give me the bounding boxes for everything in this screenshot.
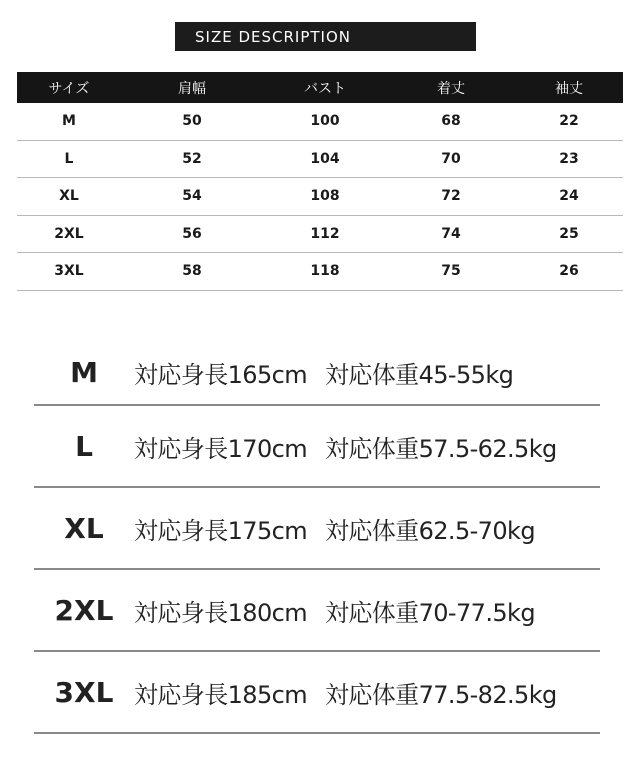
table-row xyxy=(17,253,623,291)
cell-bust: 112 xyxy=(310,225,340,242)
header-length: 着丈 xyxy=(437,80,465,97)
table-header xyxy=(17,72,623,103)
cell-size: XL xyxy=(59,188,79,205)
header-shoulder: 肩幅 xyxy=(178,80,206,97)
fit-guide-list xyxy=(34,340,600,734)
cell-shoulder: 56 xyxy=(182,225,202,242)
fit-size-label: M xyxy=(70,355,98,389)
fit-size-label: 2XL xyxy=(54,593,114,627)
fit-row xyxy=(34,340,600,406)
cell-size: L xyxy=(64,150,74,167)
cell-length: 72 xyxy=(441,188,461,205)
fit-size-label: XL xyxy=(64,511,104,545)
cell-sleeve: 22 xyxy=(559,113,579,130)
fit-height-range: 対応身長185cm xyxy=(134,680,307,709)
header-sleeve: 袖丈 xyxy=(555,80,583,97)
cell-shoulder: 50 xyxy=(182,113,202,130)
cell-bust: 104 xyxy=(310,150,340,167)
table-row xyxy=(17,141,623,179)
cell-bust: 108 xyxy=(310,188,340,205)
cell-sleeve: 25 xyxy=(559,225,579,242)
cell-shoulder: 52 xyxy=(182,150,202,167)
fit-row xyxy=(34,488,600,570)
fit-weight-range: 対応体重77.5-82.5kg xyxy=(324,680,557,709)
cell-shoulder: 54 xyxy=(182,188,202,205)
fit-row xyxy=(34,652,600,734)
cell-size: 3XL xyxy=(54,263,84,280)
cell-length: 75 xyxy=(441,263,461,280)
cell-shoulder: 58 xyxy=(182,263,202,280)
fit-height-range: 対応身長170cm xyxy=(134,434,307,463)
fit-weight-range: 対応体重57.5-62.5kg xyxy=(324,434,557,463)
size-table xyxy=(17,72,623,291)
fit-height-range: 対応身長165cm xyxy=(134,360,307,389)
cell-size: 2XL xyxy=(54,225,84,242)
header-bust: バスト xyxy=(304,80,346,97)
fit-size-label: L xyxy=(75,429,93,463)
cell-sleeve: 23 xyxy=(559,150,579,167)
cell-size: M xyxy=(62,113,76,130)
fit-weight-range: 対応体重62.5-70kg xyxy=(324,516,535,545)
fit-weight-range: 対応体重45-55kg xyxy=(324,360,514,389)
table-row xyxy=(17,103,623,141)
cell-length: 68 xyxy=(441,113,461,130)
header-size: サイズ xyxy=(48,80,90,97)
fit-height-range: 対応身長180cm xyxy=(134,598,307,627)
cell-sleeve: 24 xyxy=(559,188,579,205)
fit-row xyxy=(34,406,600,488)
table-row xyxy=(17,216,623,254)
fit-size-label: 3XL xyxy=(54,675,114,709)
fit-height-range: 対応身長175cm xyxy=(134,516,307,545)
cell-bust: 100 xyxy=(310,113,340,130)
fit-row xyxy=(34,570,600,652)
cell-sleeve: 26 xyxy=(559,263,579,280)
fit-weight-range: 対応体重70-77.5kg xyxy=(324,598,535,627)
table-row xyxy=(17,178,623,216)
cell-bust: 118 xyxy=(310,263,340,280)
size-description-title: SIZE DESCRIPTION xyxy=(175,22,476,51)
cell-length: 74 xyxy=(441,225,461,242)
cell-length: 70 xyxy=(441,150,461,167)
